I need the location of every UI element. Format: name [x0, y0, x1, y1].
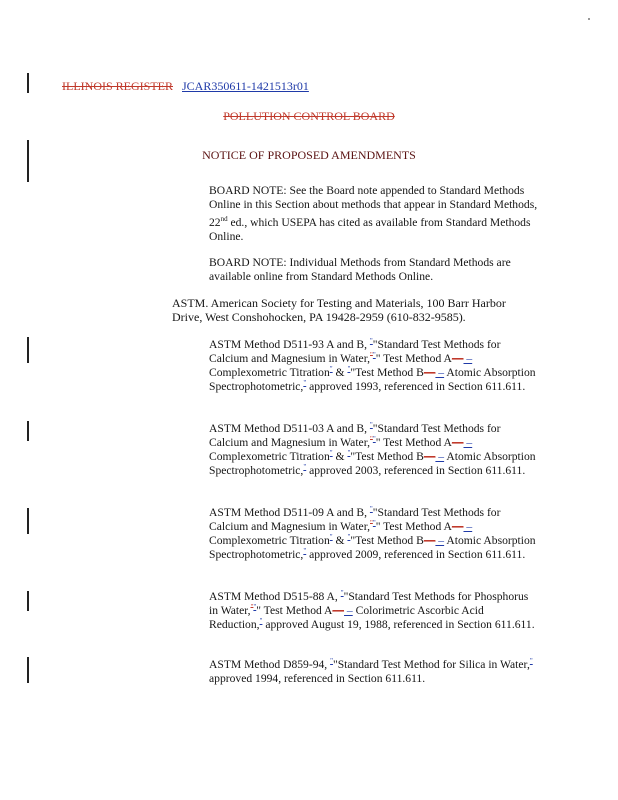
method-b-label: Test Method B [355, 366, 424, 379]
method-b-desc: Atomic Absorption Spectrophotometric, [209, 450, 536, 477]
board-note-1-tail: ed., which USEPA has cited as available from Standard Methods Online. [209, 215, 531, 243]
quote-open: " [375, 520, 381, 533]
method-a-desc: Colorimetric Ascorbic Acid Reduction, [209, 604, 484, 631]
revision-mark: " [329, 449, 333, 458]
quote-open: " [372, 422, 378, 435]
revision-mark: " [330, 657, 333, 666]
revision-mark: " [253, 603, 257, 612]
method-a-desc: Complexometric Titration [209, 450, 330, 463]
method-b-desc: Atomic Absorption Spectrophotometric, [209, 366, 536, 393]
revision-mark: " [259, 617, 263, 626]
method-d511-03 [209, 422, 539, 478]
ampersand: & [332, 366, 348, 379]
dash-deleted: — [451, 436, 464, 449]
method-d511-09 [209, 506, 539, 562]
dash-inserted: – [435, 366, 445, 379]
change-bar [27, 657, 29, 683]
revision-mark: " [369, 505, 373, 514]
revision-mark: " [303, 463, 307, 472]
revision-mark: " [329, 533, 333, 542]
dash-inserted: – [463, 436, 473, 449]
method-title: Standard Test Methods for Calcium and Magnesium in Water, [209, 422, 501, 449]
dash-inserted: – [463, 352, 473, 365]
method-tail: approved 2003, referenced in Section 611.611. [306, 464, 526, 477]
revision-mark: " [369, 421, 373, 430]
method-a-desc: Complexometric Titration [209, 534, 330, 547]
board-note-2: BOARD NOTE: Individual Methods from Standard Methods are available online from Standard Methods Online. [209, 256, 511, 283]
quote-open: " [350, 450, 356, 463]
quote-open: " [256, 604, 261, 617]
dash-deleted: — [451, 352, 464, 365]
method-title: Standard Test Methods for Calcium and Magnesium in Water, [209, 506, 501, 533]
quote-open: " [332, 658, 338, 671]
dash-inserted: – [344, 604, 353, 617]
method-a-label: Test Method A [380, 352, 452, 365]
revision-mark: " [370, 519, 373, 528]
method-tail: approved 1993, referenced in Section 611.611. [306, 380, 526, 393]
revision-mark: " [370, 351, 373, 360]
notice-title: NOTICE OF PROPOSED AMENDMENTS [202, 148, 416, 162]
dash-deleted: — [423, 534, 436, 547]
method-b-label: Test Method B [355, 450, 424, 463]
dash-inserted: – [435, 450, 445, 463]
change-bar [27, 508, 29, 534]
quote-open: " [350, 534, 356, 547]
revision-mark: " [329, 365, 333, 374]
quote-open: " [372, 506, 378, 519]
method-lead: ASTM Method D515-88 A, [209, 590, 341, 603]
method-a-label: Test Method A [260, 604, 333, 617]
revision-mark: " [372, 435, 376, 444]
method-lead: ASTM Method D859-94, [209, 658, 331, 671]
dash-deleted: — [451, 520, 464, 533]
board-note-1-sup: nd [220, 215, 228, 223]
register-deleted: ILLINOIS REGISTER [62, 79, 173, 93]
board-title: POLLUTION CONTROL BOARD [223, 109, 395, 123]
dash-inserted: – [435, 534, 445, 547]
method-tail: approved 2009, referenced in Section 611.611. [306, 548, 526, 561]
revision-mark: " [250, 603, 254, 612]
ampersand: & [332, 450, 348, 463]
revision-mark: " [347, 449, 351, 458]
dash-deleted: — [332, 604, 345, 617]
revision-mark: " [303, 379, 307, 388]
quote-open: " [350, 366, 356, 379]
board-note-1-text: BOARD NOTE: See the Board note appended to Standard Methods Online in this Section about methods that appear in Standard Methods, 22 [209, 184, 538, 229]
revision-mark: " [372, 351, 376, 360]
method-b-label: Test Method B [355, 534, 424, 547]
method-d859-94 [209, 658, 539, 686]
quote-open: " [372, 338, 378, 351]
change-bar [27, 421, 29, 441]
revision-mark: " [340, 589, 344, 598]
method-a-label: Test Method A [380, 520, 452, 533]
method-b-desc: Atomic Absorption Spectrophotometric, [209, 534, 536, 561]
change-bar [27, 337, 29, 363]
method-lead: ASTM Method D511-03 A and B, [209, 422, 370, 435]
quote-open: " [343, 590, 349, 603]
method-tail: approved August 19, 1988, referenced in Section 611.611. [262, 618, 535, 631]
dash-deleted: — [423, 366, 436, 379]
revision-mark: " [529, 657, 533, 666]
revision-mark: " [372, 519, 376, 528]
dash-deleted: — [423, 450, 436, 463]
board-note-1 [209, 184, 539, 244]
revision-mark: " [347, 533, 351, 542]
method-a-label: Test Method A [380, 436, 452, 449]
method-title: Standard Test Methods for Phosphorus in Water, [209, 590, 529, 617]
revision-mark: " [369, 337, 373, 346]
revision-mark: " [303, 547, 307, 556]
method-lead: ASTM Method D511-09 A and B, [209, 506, 370, 519]
register-inserted: JCAR350611-1421513r01 [182, 79, 309, 93]
page-speck [588, 18, 590, 20]
register-header [62, 79, 309, 94]
method-tail: approved 1994, referenced in Section 611.611. [209, 672, 426, 685]
method-a-desc: Complexometric Titration [209, 366, 330, 379]
quote-open: " [375, 436, 381, 449]
astm-intro: ASTM. American Society for Testing and Materials, 100 Barr Harbor Drive, West Conshohocken, PA 19428-2959 (610-832-9585). [172, 296, 506, 324]
dash-inserted: – [463, 520, 473, 533]
change-bar [27, 73, 29, 93]
ampersand: & [332, 534, 348, 547]
revision-mark: " [347, 365, 351, 374]
revision-mark: " [370, 435, 373, 444]
method-d511-93 [209, 338, 539, 394]
method-d515-88 [209, 590, 539, 632]
method-title: Standard Test Methods for Calcium and Magnesium in Water, [209, 338, 501, 365]
change-bar [27, 591, 29, 611]
quote-open: " [375, 352, 381, 365]
method-title: Standard Test Method for Silica in Water, [337, 658, 530, 671]
method-lead: ASTM Method D511-93 A and B, [209, 338, 370, 351]
